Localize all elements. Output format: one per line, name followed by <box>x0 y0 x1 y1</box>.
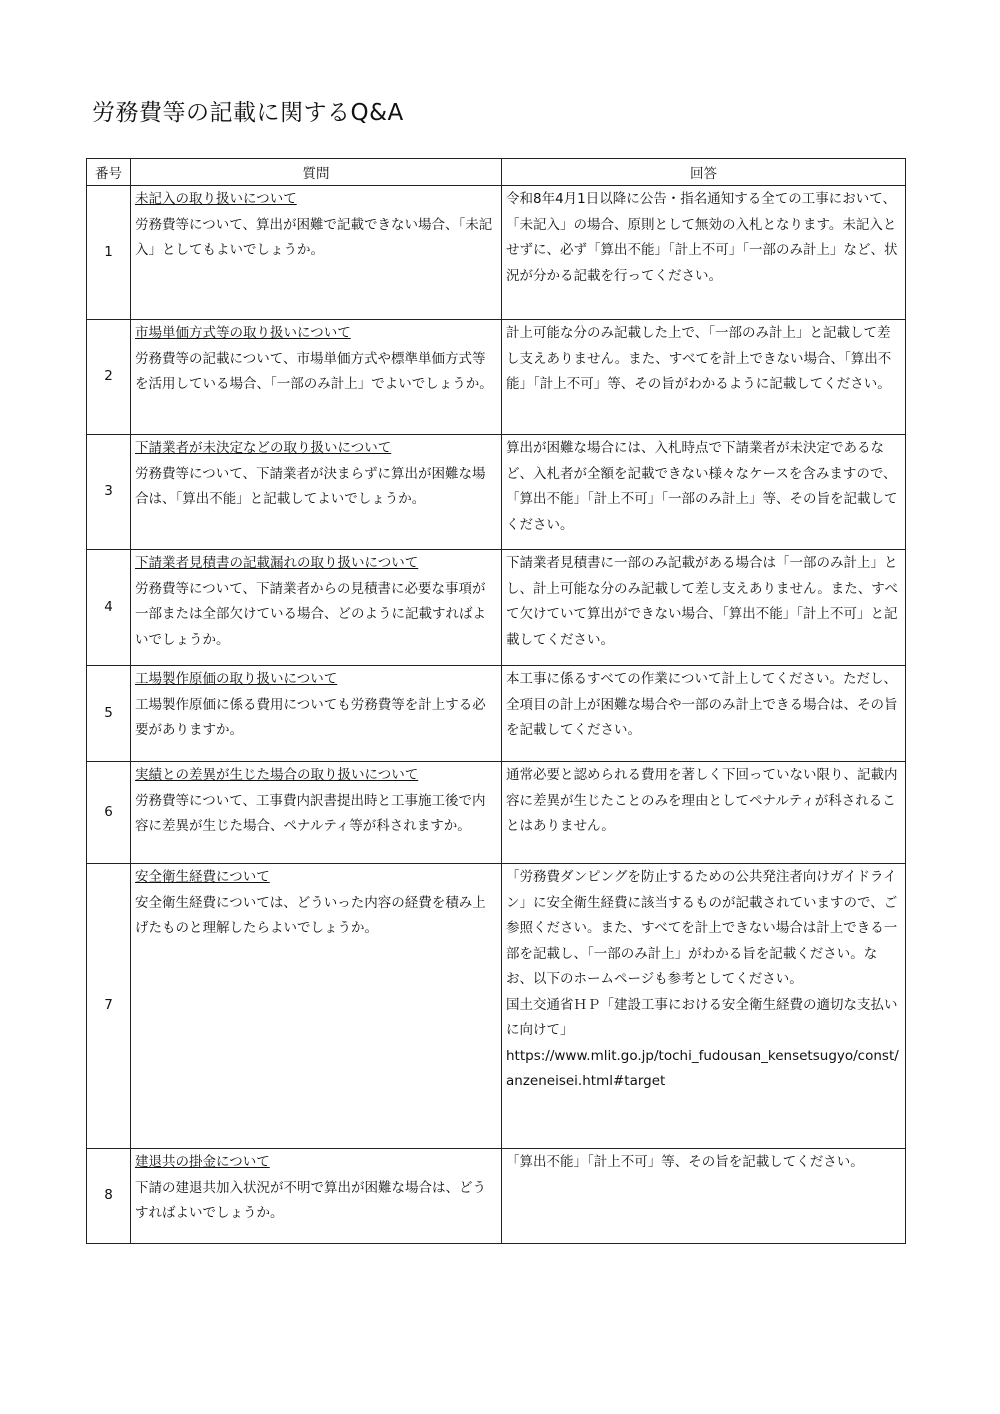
question-text: 下請の建退共加入状況が不明で算出が困難な場合は、どうすればよいでしょうか。 <box>135 1179 486 1221</box>
question-heading: 工場製作原価の取り扱いについて <box>135 671 338 687</box>
answer-cell <box>502 762 906 864</box>
answer-text: 令和8年4月1日以降に公告・指名通知する全ての工事において、「未記入」の場合、原則として無効の入札となります。未記入とせずに、必ず「算出不能」「計上不可」「一部のみ計上」など、状況が分かる記載を行ってください。 <box>506 191 898 284</box>
table-row <box>87 435 906 550</box>
row-number: 2 <box>87 320 131 435</box>
table-row <box>87 864 906 1149</box>
answer-text: 下請業者見積書に一部のみ記載がある場合は「一部のみ計上」とし、計上可能な分のみ記載して差し支えありません。また、すべて欠けていて算出ができない場合、「算出不能」「計上不可」と記載してください。 <box>506 555 899 648</box>
answer-text: 「算出不能」「計上不可」等、その旨を記載してください。 <box>506 1154 864 1170</box>
answer-cell <box>502 320 906 435</box>
table-row <box>87 550 906 666</box>
answer-cell <box>502 666 906 762</box>
question-text: 労務費等について、算出が困難で記載できない場合、「未記入」としてもよいでしょうか。 <box>135 216 493 258</box>
row-number: 8 <box>87 1149 131 1244</box>
question-cell <box>131 435 502 550</box>
question-text: 工場製作原価に係る費用についても労務費等を計上する必要がありますか。 <box>135 696 486 738</box>
question-heading: 下請業者が未決定などの取り扱いについて <box>135 440 392 456</box>
question-heading: 下請業者見積書の記載漏れの取り扱いについて <box>135 555 419 571</box>
answer-cell <box>502 864 906 1149</box>
table-header-row <box>87 159 906 186</box>
qa-table <box>86 158 906 1244</box>
answer-text: 計上可能な分のみ記載した上で、「一部のみ計上」と記載して差し支えありません。また、すべてを計上できない場合、「算出不能」「計上不可」等、その旨がわかるように記載してください。 <box>506 325 892 392</box>
answer-cell <box>502 550 906 666</box>
question-heading: 市場単価方式等の取り扱いについて <box>135 325 351 341</box>
table-row <box>87 666 906 762</box>
table-row <box>87 320 906 435</box>
question-text: 労務費等について、下請業者が決まらずに算出が困難な場合は、「算出不能」と記載してよいでしょうか。 <box>135 465 486 507</box>
question-text: 労務費等の記載について、市場単価方式や標準単価方式等を活用している場合、「一部のみ計上」でよいでしょうか。 <box>135 350 493 392</box>
answer-text: 通常必要と認められる費用を著しく下回っていない限り、記載内容に差異が生じたことのみを理由としてペナルティが科されることはありません。 <box>506 767 898 834</box>
row-number: 7 <box>87 864 131 1149</box>
answer-cell <box>502 1149 906 1244</box>
answer-cell <box>502 435 906 550</box>
question-text: 労務費等について、工事費内訳書提出時と工事施工後で内容に差異が生じた場合、ペナルティ等が科されますか。 <box>135 792 486 834</box>
header-number: 番号 <box>87 159 131 186</box>
row-number: 4 <box>87 550 131 666</box>
row-number: 1 <box>87 186 131 320</box>
question-cell <box>131 186 502 320</box>
question-cell <box>131 864 502 1149</box>
table-row <box>87 1149 906 1244</box>
header-answer: 回答 <box>502 159 906 186</box>
question-heading: 未記入の取り扱いについて <box>135 191 297 207</box>
answer-url: https://www.mlit.go.jp/tochi_fudousan_kensetsugyo/const/anzeneisei.html#target <box>506 1047 899 1089</box>
row-number: 3 <box>87 435 131 550</box>
question-cell <box>131 1149 502 1244</box>
question-cell <box>131 550 502 666</box>
question-heading: 実績との差異が生じた場合の取り扱いについて <box>135 767 419 783</box>
answer-text: 本工事に係るすべての作業について計上してください。ただし、全項目の計上が困難な場合や一部のみ計上できる場合は、その旨を記載してください。 <box>506 671 898 738</box>
question-cell <box>131 762 502 864</box>
question-cell <box>131 666 502 762</box>
question-heading: 建退共の掛金について <box>135 1154 270 1170</box>
answer-text: 算出が困難な場合には、入札時点で下請業者が未決定であるなど、入札者が全額を記載できない様々なケースを含みますので、「算出不能」「計上不可」「一部のみ計上」等、その旨を記載してください。 <box>506 440 898 533</box>
answer-reference: 国土交通省ＨＰ「建設工事における安全衛生経費の適切な支払いに向けて」 <box>506 996 898 1038</box>
row-number: 5 <box>87 666 131 762</box>
answer-text: 「労務費ダンピングを防止するための公共発注者向けガイドライン」に安全衛生経費に該当するものが記載されていますので、ご参照ください。また、すべてを計上できない場合は計上できる一部を記載し、「一部のみ計上」がわかる旨を記載ください。なお、以下のホームページも参考としてください。 <box>506 869 898 987</box>
question-text: 安全衛生経費については、どういった内容の経費を積み上げたものと理解したらよいでしょうか。 <box>135 894 486 936</box>
question-heading: 安全衛生経費について <box>135 869 270 885</box>
table-row <box>87 186 906 320</box>
header-question: 質問 <box>131 159 502 186</box>
question-cell <box>131 320 502 435</box>
question-text: 労務費等について、下請業者からの見積書に必要な事項が一部または全部欠けている場合、どのように記載すればよいでしょうか。 <box>135 580 486 648</box>
table-row <box>87 762 906 864</box>
page-title: 労務費等の記載に関するQ&A <box>92 100 404 126</box>
answer-cell <box>502 186 906 320</box>
row-number: 6 <box>87 762 131 864</box>
